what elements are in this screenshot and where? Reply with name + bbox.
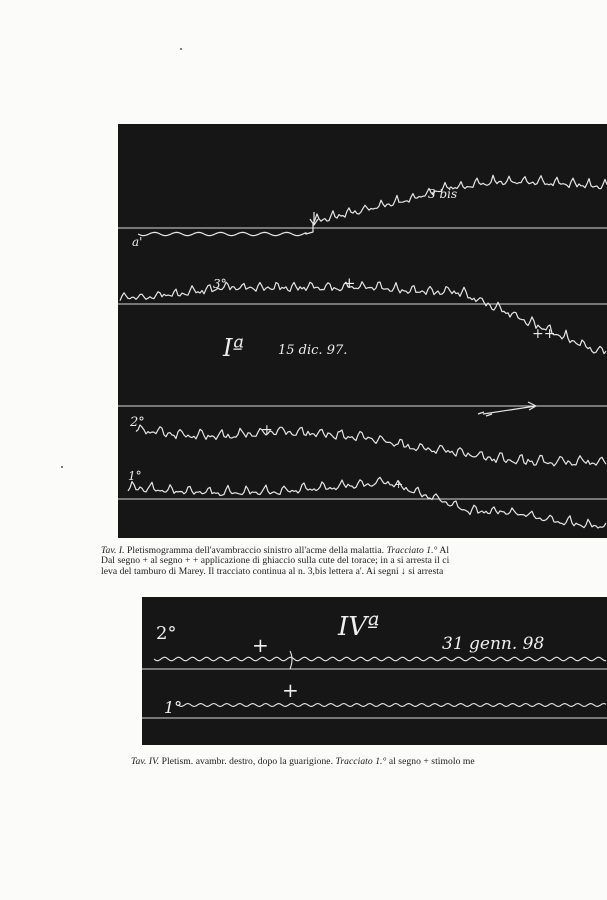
label-a: a' — [132, 235, 143, 249]
caption-1-plate-label: Tav. I. — [101, 546, 125, 556]
label-1: 1° — [128, 469, 142, 483]
caption-1-line-1 — [101, 546, 607, 556]
cross-markers-right: ++ — [532, 326, 556, 342]
speck-left — [61, 466, 63, 468]
label-2: 2° — [130, 415, 145, 430]
plate-4-date: 31 genn. 98 — [442, 634, 545, 654]
plate-1-traces — [118, 124, 607, 538]
plethysmogram-plate-4 — [142, 597, 607, 745]
plate-1-date: 15 dic. 97. — [278, 343, 348, 358]
caption-1-tracing-label: Tracciato 1.° — [386, 546, 438, 556]
plate-4-traces — [142, 597, 607, 745]
caption-1-tail: Al — [437, 546, 450, 556]
label-4-2: 2° — [156, 623, 177, 644]
trace-4-1 — [178, 704, 606, 707]
plate-1-title: Iª — [223, 334, 244, 362]
stray-mark — [290, 651, 292, 669]
caption-4-tail: al segno + stimolo me — [386, 757, 475, 767]
label-3bis: 3 bis — [428, 187, 458, 201]
plate-4-title: IVª — [338, 612, 380, 642]
cross-marker-a: + — [343, 274, 356, 292]
caption-4-tracing-label: Tracciato 1.° — [335, 757, 387, 767]
cross-marker-b: + — [261, 422, 273, 438]
trace-4-2 — [154, 657, 606, 661]
label-4-1: 1° — [164, 698, 183, 717]
trace-3 — [120, 282, 606, 354]
caption-1-text: Pletismogramma dell'avambraccio sinistro all'acme della malattia. — [124, 546, 387, 556]
caption-4-line-1 — [131, 757, 607, 767]
trace-2 — [136, 425, 606, 466]
caption-1-line-3: leva del tamburo di Marey. Il tracciato continua al n. 3,bis lettera a'. Ai segni ↓ si arresta — [101, 566, 444, 577]
caption-1-line-2: Dal segno + al segno + + applicazione di ghiaccio sulla cute del torace; in a si arresta il ci — [101, 556, 450, 567]
cross-marker-4-b: + — [282, 678, 299, 702]
plethysmogram-plate-1 — [118, 124, 607, 538]
speck-top — [180, 48, 182, 50]
caption-4-text: Pletism. avambr. destro, dopo la guarigione. — [159, 757, 336, 767]
cross-marker-4-a: + — [252, 633, 269, 657]
arrow-right-marker — [483, 402, 536, 414]
plate-4-caption — [131, 757, 607, 767]
trace-1 — [128, 477, 606, 528]
plate-1-caption — [101, 546, 607, 577]
caption-4-plate-label: Tav. IV. — [131, 757, 160, 767]
label-3: 3° — [213, 277, 227, 291]
cross-marker-c: + — [394, 478, 404, 491]
trace-a — [138, 175, 607, 235]
